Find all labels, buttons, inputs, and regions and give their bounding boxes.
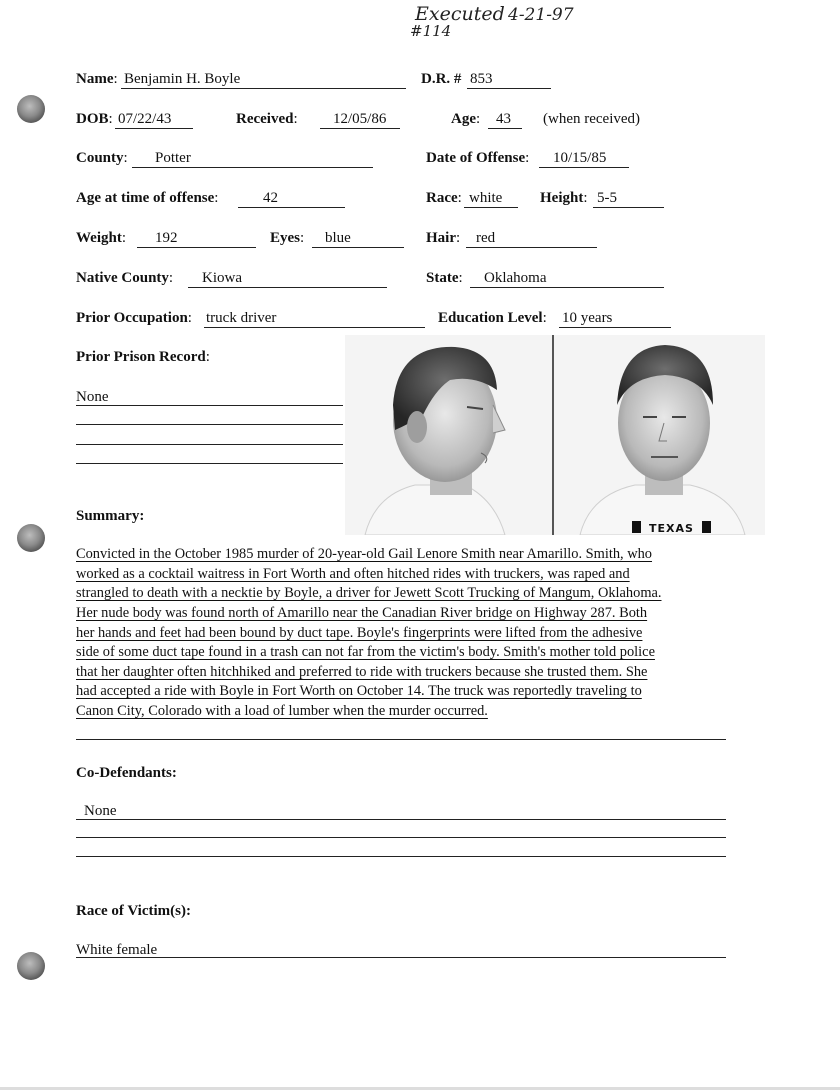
weight-label: Weight: (76, 230, 127, 246)
victim-race-underline (76, 957, 726, 958)
age-label: Age: (451, 111, 481, 127)
prior-occupation-label: Prior Occupation: (76, 310, 192, 326)
prior-occupation-underline (204, 327, 425, 328)
mugshot-photo (345, 335, 765, 535)
education-underline (559, 327, 671, 328)
handwritten-execution-date: 4-21-97 (508, 5, 574, 25)
co-defendants-value: None (84, 803, 117, 819)
summary-line: Convicted in the October 1985 murder of 20-year-old Gail Lenore Smith near Amarillo. Smith, who (76, 546, 653, 562)
county-value: Potter (155, 150, 191, 166)
dob-underline (115, 128, 193, 129)
summary-line: worked as a cocktail waitress in Fort Worth and often hitched rides with truckers, was raped and (76, 566, 630, 582)
co-defendants-line-3 (76, 856, 726, 857)
race-label: Race: (426, 190, 462, 206)
handwritten-executed: Executed (415, 3, 505, 25)
summary-line: strangled to death with a necktie by Boyle, a driver for Jewett Scott Trucking of Mangum, Oklahoma. (76, 585, 662, 601)
received-value: 12/05/86 (333, 111, 387, 127)
summary-extra-line (76, 739, 726, 740)
scan-edge (0, 1087, 840, 1090)
hair-underline (466, 247, 597, 248)
binder-hole-bottom (17, 952, 45, 980)
race-underline (464, 207, 518, 208)
state-value: Oklahoma (484, 270, 547, 286)
date-of-offense-underline (539, 167, 629, 168)
eyes-value: blue (325, 230, 351, 246)
native-county-underline (188, 287, 387, 288)
prior-record-line-3 (76, 444, 343, 445)
victim-race-value: White female (76, 942, 158, 958)
summary-line: side of some duct tape found in a trash can not far from the victim's body. Smith's mother told police (76, 644, 655, 660)
weight-value: 192 (155, 230, 178, 246)
age-at-offense-value: 42 (263, 190, 278, 206)
height-underline (593, 207, 664, 208)
age-value: 43 (496, 111, 511, 127)
date-of-offense-label: Date of Offense: (426, 150, 530, 166)
summary-line: had accepted a ride with Boyle in Fort Worth on October 14. The truck was reportedly traveling to (76, 683, 642, 699)
name-value: Benjamin H. Boyle (124, 71, 241, 87)
summary-line: her hands and feet had been bound by duct tape. Boyle's fingerprints were lifted from the adhesive (76, 625, 643, 641)
victim-race-heading: Race of Victim(s): (76, 903, 191, 919)
prior-record-line-2 (76, 424, 343, 425)
height-value: 5-5 (597, 190, 617, 206)
name-label: Name: (76, 71, 118, 87)
education-value: 10 years (562, 310, 613, 326)
height-label: Height: (540, 190, 588, 206)
dr-label: D.R. # (421, 71, 462, 87)
prior-record-value: None (76, 389, 109, 405)
hair-value: red (476, 230, 496, 246)
co-defendants-line-2 (76, 837, 726, 838)
summary-line: that her daughter often hitchhiked and preferred to ride with truckers because she trusted them. She (76, 664, 648, 680)
age-note: (when received) (543, 111, 641, 127)
county-underline (132, 167, 373, 168)
dob-value: 07/22/43 (118, 111, 172, 127)
state-label: State: (426, 270, 463, 286)
native-county-value: Kiowa (202, 270, 242, 286)
mugshot-illustration (345, 335, 765, 535)
received-underline (320, 128, 400, 129)
prior-record-line-1 (76, 405, 343, 406)
co-defendants-heading: Co-Defendants: (76, 765, 177, 781)
binder-hole-top (17, 95, 45, 123)
prior-occupation-value: truck driver (206, 310, 277, 326)
county-label: County: (76, 150, 128, 166)
race-value: white (469, 190, 503, 206)
eyes-label: Eyes: (270, 230, 305, 246)
state-underline (470, 287, 664, 288)
dr-underline (467, 88, 551, 89)
hair-label: Hair: (426, 230, 461, 246)
binder-hole-middle (17, 524, 45, 552)
date-of-offense-value: 10/15/85 (553, 150, 607, 166)
weight-underline (137, 247, 256, 248)
summary-line: Her nude body was found north of Amarillo near the Canadian River bridge on Highway 287. Both (76, 605, 648, 621)
prior-record-label: Prior Prison Record: (76, 349, 210, 365)
received-label: Received: (236, 111, 298, 127)
co-defendants-line-1 (76, 819, 726, 820)
dr-value: 853 (470, 71, 493, 87)
age-at-offense-label: Age at time of offense: (76, 190, 219, 206)
summary-heading: Summary: (76, 508, 145, 524)
prior-record-line-4 (76, 463, 343, 464)
education-label: Education Level: (438, 310, 547, 326)
age-at-offense-underline (238, 207, 345, 208)
texas-plate-label: TEXAS (649, 522, 694, 535)
age-underline (488, 128, 522, 129)
eyes-underline (312, 247, 404, 248)
summary-line: Canon City, Colorado with a load of lumber when the murder occurred. (76, 703, 488, 719)
name-underline (121, 88, 406, 89)
handwritten-execution-number: #114 (410, 22, 452, 40)
native-county-label: Native County: (76, 270, 174, 286)
dob-label: DOB: (76, 111, 113, 127)
